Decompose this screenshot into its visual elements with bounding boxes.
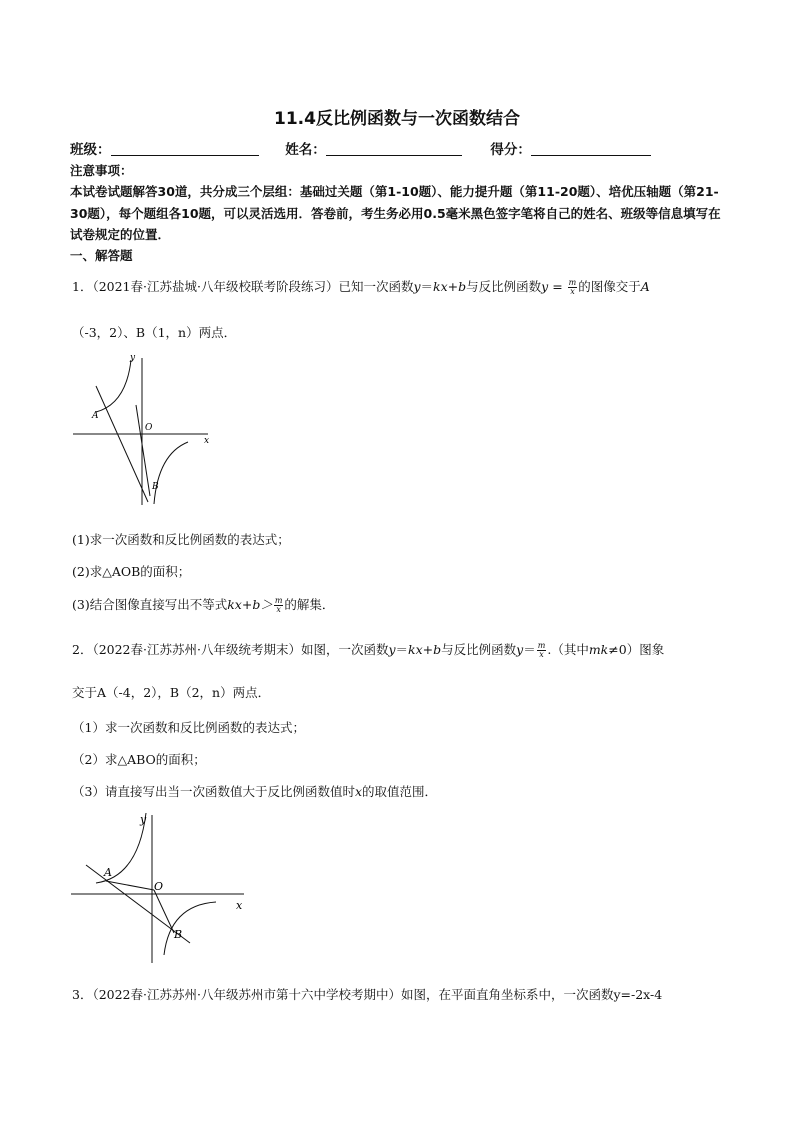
class-label: 班级： — [70, 142, 111, 158]
name-label: 姓名： — [285, 142, 326, 158]
q1-part3: (3)结合图像直接写出不等式kx+b＞ $\frac{m}{x}$ 的解集． — [72, 596, 335, 614]
score-label: 得分： — [490, 142, 531, 158]
q1-points: （-3，2）、B（1，n）两点． — [72, 325, 237, 340]
section-heading: 一、解答题 — [70, 248, 133, 263]
q1-graph — [68, 350, 218, 510]
q1-graph-point-b: B — [152, 482, 159, 492]
class-field[interactable] — [111, 141, 259, 156]
notice-body: 本试卷试题解答30道，共分成三个层组：基础过关题（第1-10题）、能力提升题（第11-20题）、培优压轴题（第21-30题），每个题组各10题，可以灵活选用．答卷前，考生务必用0.5毫米黑色签字笔将自己的姓名、班级等信息填写在试卷规定的位置． — [70, 184, 721, 242]
q3-stem: 3．（2022春·江苏苏州·八年级苏州市第十六中学校考期中）如图，在平面直角坐标系中，一次函数y=-2x-4 — [72, 987, 663, 1002]
q2-graph-x-label: x — [236, 899, 243, 912]
q2-graph-y-label: y — [140, 813, 147, 826]
name-field[interactable] — [326, 141, 462, 156]
q1-part2: (2)求△AOB的面积； — [72, 564, 191, 579]
q2-graph-point-a: A — [104, 866, 112, 879]
q2-graph-origin: O — [154, 880, 164, 893]
q1-part1: (1)求一次函数和反比例函数的表达式； — [72, 532, 290, 547]
q1-graph-origin: O — [145, 423, 153, 433]
q2-part2: （2）求△ABO的面积； — [72, 752, 206, 767]
student-info-row — [70, 138, 651, 158]
q2-part3: （3）请直接写出当一次函数值大于反比例函数值时x的取值范围． — [72, 784, 438, 799]
q2-graph-point-b: B — [174, 928, 183, 941]
page-title: 11.4反比例函数与一次函数结合 — [274, 109, 520, 129]
q1-fraction: $\frac{m}{x}$ — [568, 278, 577, 296]
q1-graph-point-a: A — [92, 411, 99, 421]
q2-stem: 2．（2022春·江苏苏州·八年级统考期末）如图，一次函数y＝kx+b与反比例函数y＝ $\frac{m}{x}$ .（其中mk≠0）图象 — [72, 641, 665, 659]
notice-heading: 注意事项： — [70, 163, 133, 178]
q1-graph-x-label: x — [204, 436, 210, 446]
q1-stem: 1．（2021春·江苏盐城·八年级校联考阶段练习）已知一次函数y＝kx+b与反比例函数y = $\frac{m}{x}$ 的图像交于A — [72, 278, 650, 296]
q1-graph-y-label: y — [130, 353, 136, 363]
score-field[interactable] — [531, 141, 651, 156]
q2-part1: （1）求一次函数和反比例函数的表达式； — [72, 720, 305, 735]
q2-graph — [66, 805, 266, 975]
q2-points: 交于A（-4，2），B（2，n）两点． — [72, 685, 271, 700]
